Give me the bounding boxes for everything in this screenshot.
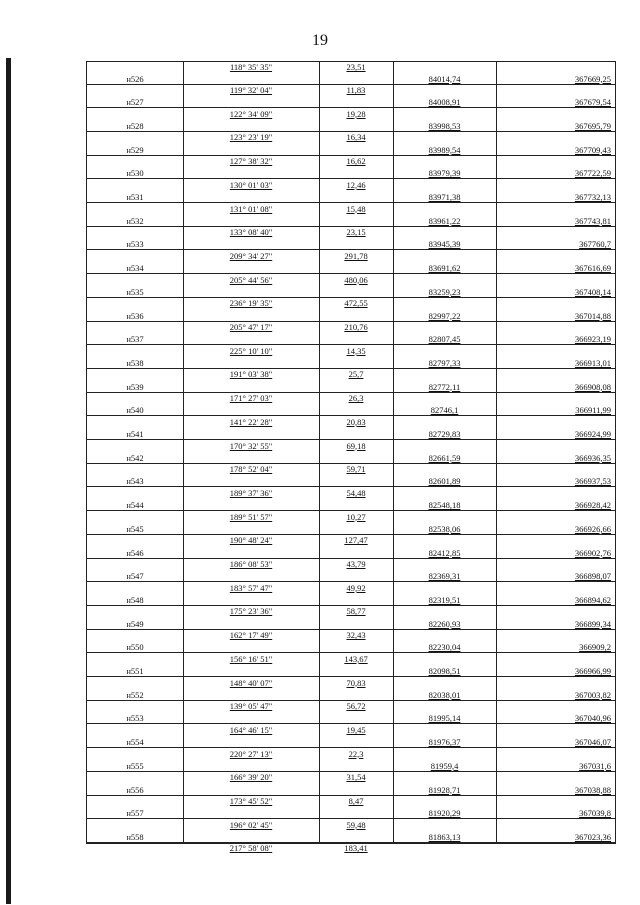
coordinate-y: 366902,76 (574, 547, 611, 558)
point-label: н549 (126, 618, 144, 629)
coordinate-x: 82230,04 (428, 642, 461, 653)
segment-length: 19,28 (346, 108, 366, 119)
coordinate-y: 367038,88 (574, 784, 611, 795)
coordinate-y: 366924,99 (574, 429, 611, 439)
point-label: н537 (126, 334, 144, 345)
coordinate-x: 82319,51 (428, 594, 461, 605)
coordinate-x: 81976,37 (428, 737, 461, 748)
coordinate-y: 366899,34 (574, 618, 611, 629)
segment-angle: 196° 02' 45" (229, 819, 273, 830)
segment-length: 10,27 (346, 511, 366, 522)
segment-angle: 186° 08' 53" (229, 559, 273, 569)
coordinate-y: 367040,96 (574, 713, 611, 724)
coordinate-x: 84014,74 (428, 73, 461, 84)
segment-angle: 119° 32' 04" (229, 85, 273, 95)
point-label: н527 (126, 97, 144, 108)
segment-angle: 189° 51' 57" (229, 511, 273, 522)
coordinate-x: 81959,4 (430, 760, 459, 771)
point-label: н542 (126, 452, 144, 463)
coordinate-x: 82260,93 (428, 618, 461, 629)
coordinate-y: 367709,43 (574, 144, 611, 155)
segment-length: 16,34 (346, 132, 366, 143)
point-label: н551 (126, 666, 144, 676)
segment-angle: 118° 35' 35" (229, 62, 273, 72)
segment-length: 26,3 (348, 393, 364, 404)
point-label: н532 (126, 215, 144, 226)
point-label: н529 (126, 144, 144, 155)
segment-length: 15,48 (346, 203, 366, 214)
point-label: н533 (126, 239, 144, 250)
segment-length: 14,35 (346, 345, 366, 356)
coordinate-y: 367616,69 (574, 263, 611, 274)
segment-length: 54,48 (346, 487, 366, 498)
point-label: н544 (126, 500, 144, 511)
coordinate-y: 367722,59 (574, 168, 611, 179)
point-label: н550 (126, 642, 144, 653)
segment-angle: 133° 08' 40" (229, 227, 273, 238)
coordinate-x: 82538,06 (428, 523, 461, 534)
point-label: н531 (126, 192, 144, 202)
segment-angle: 164° 46' 15" (229, 724, 273, 735)
point-label: н540 (126, 405, 144, 416)
point-label: н534 (126, 263, 144, 274)
coordinate-x: 81863,13 (428, 831, 461, 842)
coordinate-x: 81920,29 (428, 808, 461, 819)
segment-length: 480,06 (344, 274, 368, 285)
point-label: н547 (126, 571, 144, 582)
point-label: н526 (126, 73, 144, 84)
segment-angle: 178° 52' 04" (229, 464, 273, 475)
point-label: н528 (126, 120, 144, 131)
segment-angle: 183° 57' 47" (229, 582, 273, 593)
segment-length: 22,3 (348, 748, 364, 759)
point-label: н545 (126, 523, 144, 534)
segment-length: 127,47 (344, 535, 368, 546)
segment-angle: 173° 45' 52" (229, 796, 273, 806)
coordinate-y: 366908,08 (574, 381, 611, 392)
segment-length: 16,62 (346, 156, 366, 167)
point-label: н558 (126, 831, 144, 842)
segment-length: 69,18 (346, 440, 366, 451)
segment-angle: 205° 44' 56" (229, 274, 273, 285)
coordinate-y: 367732,13 (574, 192, 611, 202)
coordinate-x: 82412,85 (428, 547, 461, 558)
coordinate-x: 81995,14 (428, 713, 461, 724)
segment-angle: 190° 48' 24" (229, 535, 273, 546)
segment-angle: 141° 22' 28" (229, 416, 273, 427)
coordinate-y: 366936,35 (574, 452, 611, 463)
point-label: н530 (126, 168, 144, 179)
coordinate-x: 82772,11 (428, 381, 461, 392)
coordinate-y: 367760,7 (579, 239, 611, 250)
coordinate-y: 366926,66 (574, 523, 611, 534)
segment-length: 183,41 (344, 843, 368, 854)
segment-angle: 130° 01' 03" (229, 179, 273, 190)
coordinate-x: 82038,01 (428, 689, 461, 700)
point-label: н539 (126, 381, 144, 392)
segment-angle: 127° 38' 32" (229, 156, 273, 167)
coordinate-x: 83979,39 (428, 168, 461, 179)
segment-angle: 236° 19' 35" (229, 298, 273, 309)
coordinate-y: 367014,88 (574, 310, 611, 321)
segment-angle: 170° 32' 55" (229, 440, 273, 451)
segment-length: 23,15 (346, 227, 366, 238)
point-label: н543 (126, 476, 144, 487)
segment-angle: 175° 23' 36" (229, 606, 273, 617)
point-label: н538 (126, 357, 144, 368)
coordinate-y: 366937,53 (574, 476, 611, 487)
point-label: н548 (126, 594, 144, 605)
segment-length: 11,83 (346, 85, 366, 95)
segment-angle: 131° 01' 08" (229, 203, 273, 214)
segment-length: 25,7 (348, 369, 364, 380)
segment-angle: 217° 58' 08" (229, 843, 273, 854)
segment-angle: 205° 47' 17" (229, 322, 273, 332)
coordinate-x: 82997,22 (428, 310, 461, 321)
segment-angle: 122° 34' 09" (229, 108, 273, 119)
coordinate-x: 82601,89 (428, 476, 461, 487)
coordinate-y: 367679,54 (574, 97, 611, 108)
segment-angle: 139° 05' 47" (229, 701, 273, 712)
coordinate-x: 82746,1 (430, 405, 459, 416)
point-label: н557 (126, 808, 144, 819)
segment-length: 143,67 (344, 653, 368, 664)
coordinate-y: 367039,8 (579, 808, 611, 819)
segment-length: 23,51 (346, 62, 366, 72)
coordinate-x: 82661,59 (428, 452, 461, 463)
segment-length: 59,48 (346, 819, 366, 830)
coordinates-table (86, 61, 616, 854)
point-label: н552 (126, 689, 144, 700)
segment-angle: 148° 40' 07" (229, 677, 273, 688)
segment-length: 56,72 (346, 701, 366, 712)
segment-angle: 189° 37' 36" (229, 487, 273, 498)
coordinate-y: 367695,79 (574, 120, 611, 131)
segment-angle: 191° 03' 38" (229, 369, 273, 380)
segment-length: 31,54 (346, 772, 366, 783)
coordinate-y: 366923,19 (574, 334, 611, 345)
coordinate-y: 367046,07 (574, 737, 611, 748)
coordinate-x: 82369,31 (428, 571, 461, 582)
coordinate-y: 366928,42 (574, 500, 611, 511)
coordinate-x: 82729,83 (428, 429, 461, 439)
point-label: н536 (126, 310, 144, 321)
segment-angle: 123° 23' 19" (229, 132, 273, 143)
segment-angle: 225° 10' 10" (229, 345, 273, 356)
coordinate-y: 367023,36 (574, 831, 611, 842)
coordinate-y: 367669,25 (574, 73, 611, 84)
point-label: н556 (126, 784, 144, 795)
point-label: н555 (126, 760, 144, 771)
coordinate-x: 82548,18 (428, 500, 461, 511)
coordinate-x: 83945,39 (428, 239, 461, 250)
page-number: 19 (312, 32, 328, 49)
coordinate-x: 83998,53 (428, 120, 461, 131)
point-label: н553 (126, 713, 144, 724)
coordinate-y: 367408,14 (574, 286, 611, 297)
coordinate-y: 366911,99 (575, 405, 611, 416)
segment-angle: 220° 27' 13" (229, 748, 273, 759)
coordinate-y: 366966,99 (574, 666, 611, 676)
segment-length: 8,47 (348, 796, 364, 806)
coordinate-x: 83691,62 (428, 263, 461, 274)
point-label: н541 (126, 429, 144, 439)
segment-length: 49,92 (346, 582, 366, 593)
point-label: н554 (126, 737, 144, 748)
segment-angle: 171° 27' 03" (229, 393, 273, 404)
coordinate-x: 81928,71 (428, 784, 461, 795)
coordinate-x: 82098,51 (428, 666, 461, 676)
coordinate-y: 366909,2 (579, 642, 611, 653)
segment-length: 210,76 (344, 322, 368, 332)
segment-length: 291,78 (344, 250, 368, 261)
coordinate-y: 366894,62 (574, 594, 611, 605)
coordinate-y: 367003,82 (574, 689, 611, 700)
segment-angle: 166° 39' 20" (229, 772, 273, 783)
binding-margin-bar (6, 58, 11, 904)
segment-length: 19,45 (346, 724, 366, 735)
segment-angle: 156° 16' 51" (229, 653, 273, 664)
segment-length: 12,46 (346, 179, 366, 190)
segment-length: 32,43 (346, 630, 366, 641)
point-label: н546 (126, 547, 144, 558)
segment-length: 70,83 (346, 677, 366, 688)
segment-angle: 209° 34' 27" (229, 250, 273, 261)
coordinate-x: 83971,38 (428, 192, 461, 202)
coordinate-x: 83989,54 (428, 144, 461, 155)
coordinate-x: 83259,23 (428, 286, 461, 297)
segment-angle: 162° 17' 49" (229, 630, 273, 641)
coordinate-x: 82797,33 (428, 357, 461, 368)
segment-length: 43,79 (346, 559, 366, 569)
coordinate-x: 84008,91 (428, 97, 461, 108)
segment-length: 20,83 (346, 416, 366, 427)
coordinate-x: 83961,22 (428, 215, 461, 226)
segment-length: 59,71 (346, 464, 366, 475)
coordinate-y: 367031,6 (579, 760, 611, 771)
point-label: н535 (126, 286, 144, 297)
coordinate-y: 366898,07 (574, 571, 611, 582)
coordinate-x: 82807,45 (428, 334, 461, 345)
coordinate-y: 367743,81 (574, 215, 611, 226)
coordinate-y: 366913,01 (574, 357, 611, 368)
segment-length: 472,55 (344, 298, 368, 309)
segment-length: 58,77 (346, 606, 366, 617)
